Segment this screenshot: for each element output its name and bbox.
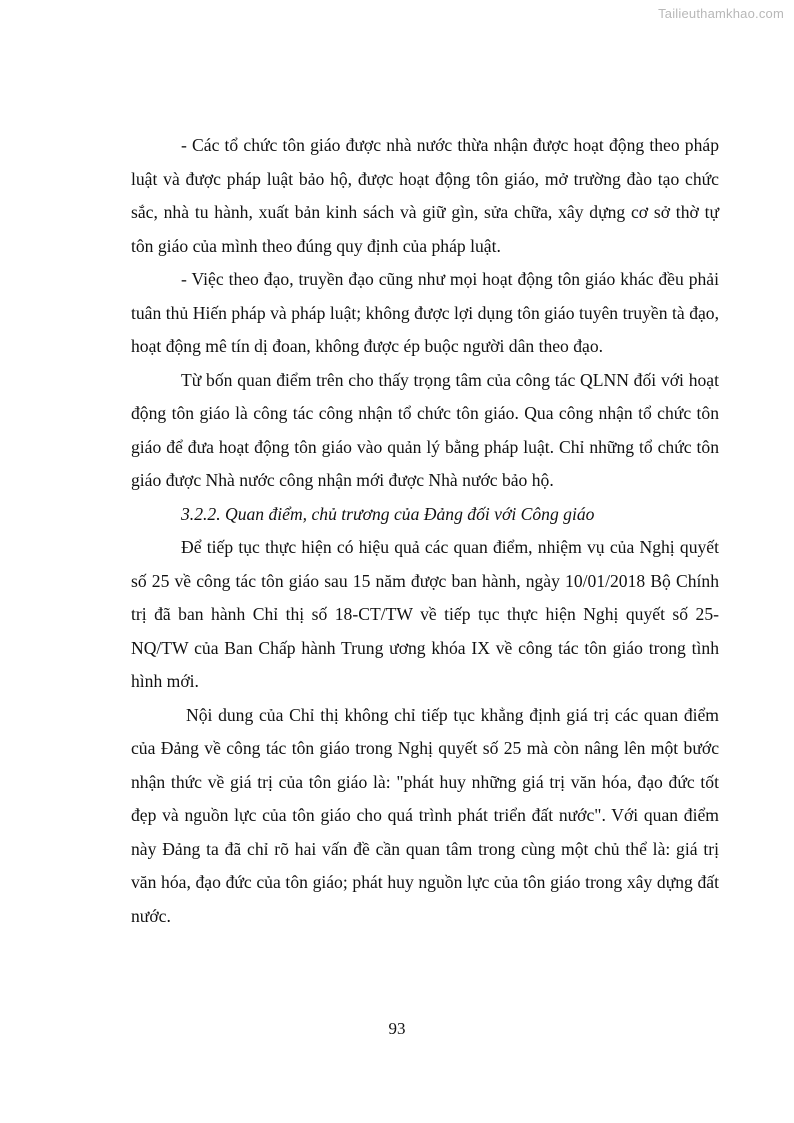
page-number: 93 [388,1019,406,1038]
paragraph-religious-orgs: - Các tổ chức tôn giáo được nhà nước thừa nhận được hoạt động theo pháp luật và được pháp luật bảo hộ, được hoạt động tôn giáo, mở trường đào tạo chức sắc, nhà tu hành, xuất bản kinh sách và giữ gìn, sửa chữa, xây dựng cơ sở thờ tự tôn giáo của mình theo đúng quy định của pháp luật. [131,135,719,256]
section-heading: 3.2.2. Quan điểm, chủ trương của Đảng đối với Công giáo [181,503,595,524]
paragraph-following-religion: - Việc theo đạo, truyền đạo cũng như mọi hoạt động tôn giáo khác đều phải tuân thủ Hiến pháp và pháp luật; không được lợi dụng tôn giáo tuyên truyền tà đạo, hoạt động mê tín dị đoan, không được ép buộc người dân theo đạo. [131,269,719,356]
paragraph-directive-content: Nội dung của Chỉ thị không chỉ tiếp tục khẳng định giá trị các quan điểm của Đảng về công tác tôn giáo trong Nghị quyết số 25 mà còn nâng lên một bước nhận thức về giá trị của tôn giáo là: "phát huy những giá trị văn hóa, đạo đức tốt đẹp và nguồn lực của tôn giáo cho quá trình phát triển đất nước". Với quan điểm này Đảng ta đã chỉ rõ hai vấn đề cần quan tâm trong cùng một chủ thể là: giá trị văn hóa, đạo đức của tôn giáo; phát huy nguồn lực của tôn giáo trong xây dựng đất nước. [131,704,719,926]
page-body [131,129,719,933]
paragraph-state-recognition: Từ bốn quan điểm trên cho thấy trọng tâm của công tác QLNN đối với hoạt động tôn giáo là công tác công nhận tổ chức tôn giáo. Qua công nhận tổ chức tôn giáo để đưa hoạt động tôn giáo vào quản lý bằng pháp luật. Chỉ những tổ chức tôn giáo được Nhà nước công nhận mới được Nhà nước bảo hộ. [131,369,719,490]
watermark-text: Tailieuthamkhao.com [658,6,784,21]
paragraph-directive-18: Để tiếp tục thực hiện có hiệu quả các quan điểm, nhiệm vụ của Nghị quyết số 25 về công tác tôn giáo sau 15 năm được ban hành, ngày 10/01/2018 Bộ Chính trị đã ban hành Chỉ thị số 18-CT/TW về tiếp tục thực hiện Nghị quyết số 25-NQ/TW của Ban Chấp hành Trung ương khóa IX về công tác tôn giáo trong tình hình mới. [131,537,719,691]
